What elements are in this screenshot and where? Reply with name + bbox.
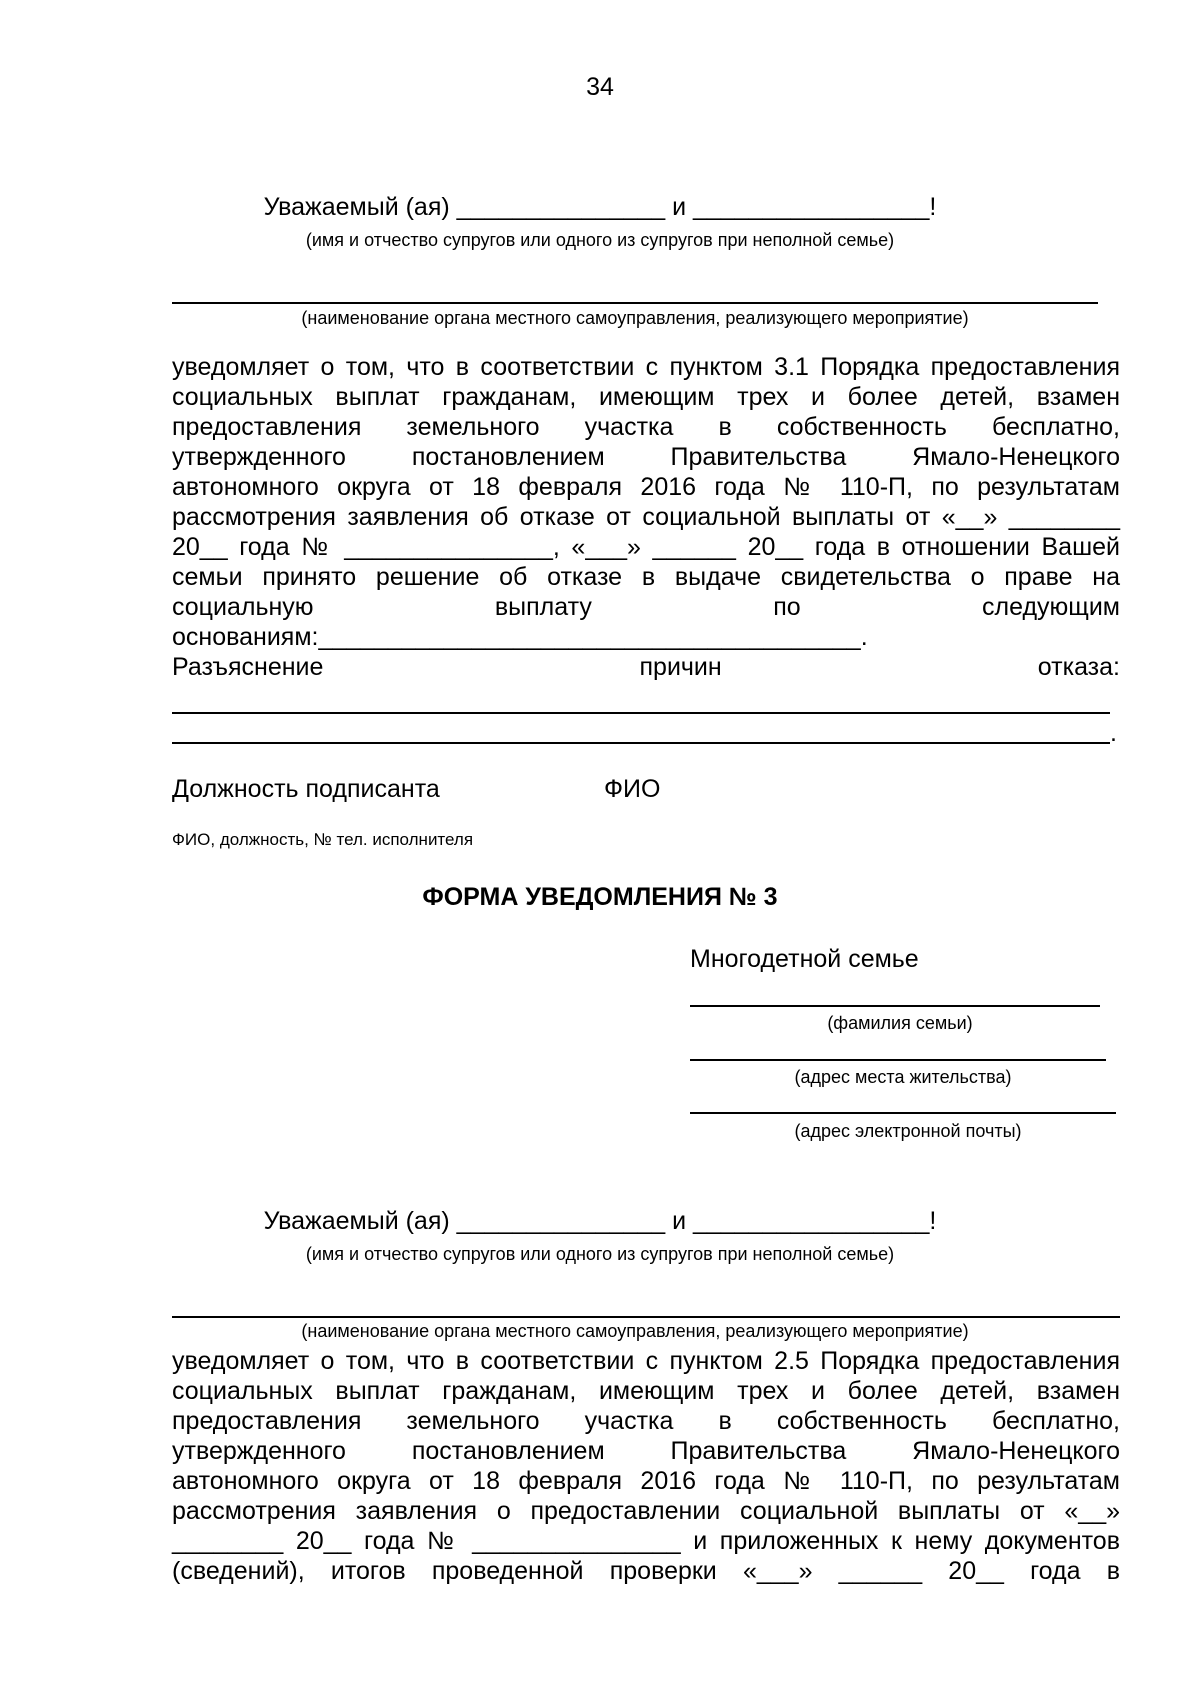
body-line: социальную выплату по следующим [172,593,1120,621]
explanation-line: Разъяснение причин отказа: [172,653,1120,681]
body-line: утвержденного постановлением Правительства Ямало-Ненецкого [172,1437,1120,1465]
org-name-line [172,1316,1120,1318]
executor-line: ФИО, должность, № тел. исполнителя [172,830,474,849]
body-line: утвержденного постановлением Правительства Ямало-Ненецкого [172,443,1120,471]
grounds-line: основаниям:_______________________________________. [172,623,868,651]
email-line [690,1112,1116,1114]
body-line: семьи принято решение об отказе в выдаче свидетельства о праве на [172,563,1120,591]
email-caption: (адрес электронной почты) [794,1121,1022,1141]
body-line: социальных выплат гражданам, имеющим трех и более детей, взамен [172,1377,1120,1405]
body-line: автономного округа от 18 февраля 2016 года № 110-П, по результатам [172,1467,1120,1495]
body-line: предоставления земельного участка в собственность бесплатно, [172,1407,1120,1435]
body-line: ________ 20__ года № _______________ и приложенных к нему документов [172,1527,1120,1555]
trailing-dot: . [1110,719,1117,747]
body-line: уведомляет о том, что в соответствии с пунктом 2.5 Порядка предоставления [172,1347,1120,1375]
form-title: ФОРМА УВЕДОМЛЕНИЯ № 3 [422,883,778,911]
page-number: 34 [586,73,614,101]
org-caption: (наименование органа местного самоуправления, реализующего мероприятие) [301,308,969,328]
org-name-line [172,302,1098,304]
greeting-caption: (имя и отчество супругов или одного из супругов при неполной семье) [305,230,895,250]
body-line: рассмотрения заявления о предоставлении социальной выплаты от «__» [172,1497,1120,1525]
greeting-caption: (имя и отчество супругов или одного из супругов при неполной семье) [305,1244,895,1264]
address-caption: (адрес места жительства) [794,1067,1012,1087]
body-line: уведомляет о том, что в соответствии с пунктом 3.1 Порядка предоставления [172,353,1120,381]
signatory-position: Должность подписанта [172,775,440,803]
explanation-blank-line [172,712,1110,714]
address-line [690,1059,1106,1061]
greeting: Уважаемый (ая) _______________ и _________________! [263,193,937,221]
signatory-name: ФИО [604,775,661,803]
family-caption: (фамилия семьи) [827,1013,973,1033]
body-line: (сведений), итогов проведенной проверки «___» ______ 20__ года в [172,1557,1120,1585]
greeting: Уважаемый (ая) _______________ и _________________! [263,1207,937,1235]
body-line: рассмотрения заявления об отказе от социальной выплаты от «__» ________ [172,503,1120,531]
explanation-blank-line [172,742,1110,744]
body-line: социальных выплат гражданам, имеющим трех и более детей, взамен [172,383,1120,411]
body-line: 20__ года № _______________, «___» ______ 20__ года в отношении Вашей [172,533,1120,561]
family-name-line [690,1005,1100,1007]
body-line: предоставления земельного участка в собственность бесплатно, [172,413,1120,441]
addressee: Многодетной семье [690,945,919,973]
org-caption: (наименование органа местного самоуправления, реализующего мероприятие) [301,1321,969,1341]
body-line: автономного округа от 18 февраля 2016 года № 110-П, по результатам [172,473,1120,501]
